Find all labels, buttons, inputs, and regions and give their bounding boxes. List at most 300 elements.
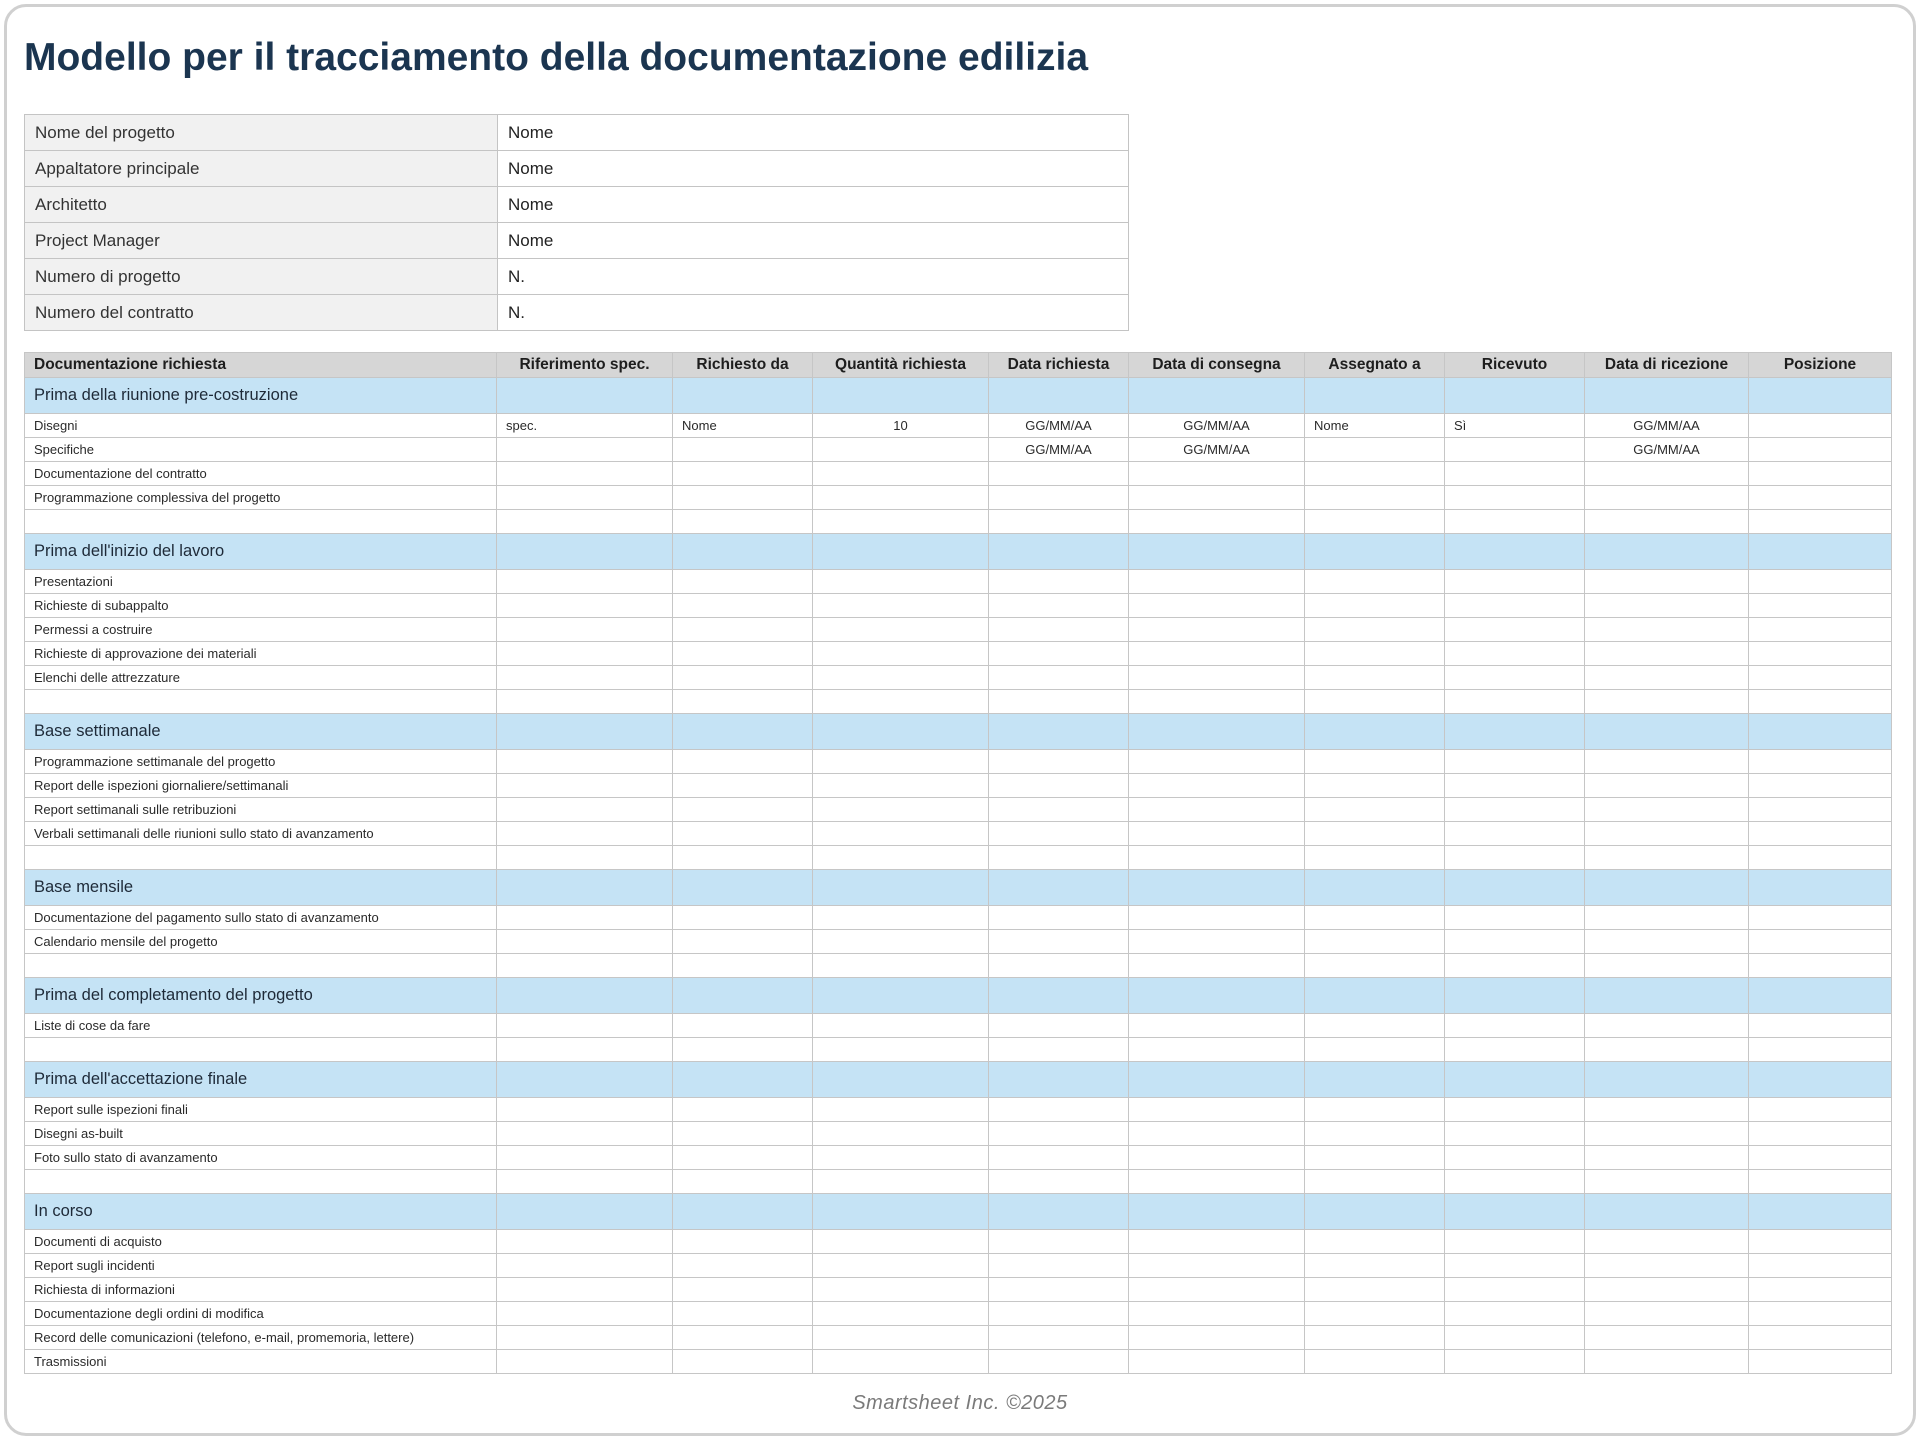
data-cell[interactable]: [1445, 462, 1585, 486]
document-name-cell[interactable]: Trasmissioni: [25, 1350, 497, 1374]
data-cell[interactable]: [1305, 486, 1445, 510]
data-cell[interactable]: [497, 774, 673, 798]
data-cell[interactable]: [1585, 642, 1749, 666]
data-cell[interactable]: Nome: [1305, 414, 1445, 438]
data-cell[interactable]: [1749, 750, 1892, 774]
document-name-cell[interactable]: Foto sullo stato di avanzamento: [25, 1146, 497, 1170]
data-cell[interactable]: [1749, 1302, 1892, 1326]
empty-cell[interactable]: [1305, 1038, 1445, 1062]
data-cell[interactable]: [1445, 438, 1585, 462]
data-cell[interactable]: [1305, 642, 1445, 666]
empty-cell[interactable]: [673, 690, 813, 714]
data-cell[interactable]: [1305, 1230, 1445, 1254]
data-cell[interactable]: [1305, 774, 1445, 798]
data-cell[interactable]: [1129, 1122, 1305, 1146]
empty-cell[interactable]: [1305, 1170, 1445, 1194]
data-cell[interactable]: [1305, 1098, 1445, 1122]
data-cell[interactable]: [989, 906, 1129, 930]
data-cell[interactable]: [1749, 414, 1892, 438]
empty-cell[interactable]: [673, 1038, 813, 1062]
empty-cell[interactable]: [1445, 510, 1585, 534]
data-cell[interactable]: [813, 1230, 989, 1254]
data-cell[interactable]: [1445, 570, 1585, 594]
empty-cell[interactable]: [1585, 690, 1749, 714]
data-cell[interactable]: [1445, 930, 1585, 954]
empty-cell[interactable]: [1749, 1038, 1892, 1062]
data-cell[interactable]: [1585, 1254, 1749, 1278]
data-cell[interactable]: [989, 774, 1129, 798]
data-cell[interactable]: [1585, 594, 1749, 618]
document-name-cell[interactable]: Report settimanali sulle retribuzioni: [25, 798, 497, 822]
data-cell[interactable]: [813, 822, 989, 846]
data-cell[interactable]: Sì: [1445, 414, 1585, 438]
data-cell[interactable]: [1585, 486, 1749, 510]
document-name-cell[interactable]: Calendario mensile del progetto: [25, 930, 497, 954]
data-cell[interactable]: [673, 1122, 813, 1146]
data-cell[interactable]: [813, 1350, 989, 1374]
data-cell[interactable]: [497, 1326, 673, 1350]
data-cell[interactable]: [1585, 1098, 1749, 1122]
data-cell[interactable]: [673, 642, 813, 666]
empty-cell[interactable]: [1305, 690, 1445, 714]
empty-cell[interactable]: [1749, 690, 1892, 714]
data-cell[interactable]: [1445, 1146, 1585, 1170]
empty-cell[interactable]: [989, 510, 1129, 534]
data-cell[interactable]: [673, 822, 813, 846]
document-name-cell[interactable]: Disegni: [25, 414, 497, 438]
empty-cell[interactable]: [813, 954, 989, 978]
data-cell[interactable]: [989, 1146, 1129, 1170]
data-cell[interactable]: [1585, 1146, 1749, 1170]
data-cell[interactable]: [1749, 666, 1892, 690]
empty-cell[interactable]: [1129, 954, 1305, 978]
data-cell[interactable]: [989, 1014, 1129, 1038]
document-name-cell[interactable]: Documentazione del contratto: [25, 462, 497, 486]
data-cell[interactable]: [673, 1326, 813, 1350]
data-cell[interactable]: [1305, 906, 1445, 930]
data-cell[interactable]: [497, 666, 673, 690]
data-cell[interactable]: [673, 618, 813, 642]
data-cell[interactable]: [989, 1326, 1129, 1350]
empty-cell[interactable]: [1305, 510, 1445, 534]
empty-cell[interactable]: [1585, 846, 1749, 870]
empty-cell[interactable]: [1585, 1170, 1749, 1194]
data-cell[interactable]: [673, 930, 813, 954]
data-cell[interactable]: [1749, 594, 1892, 618]
document-name-cell[interactable]: Richieste di approvazione dei materiali: [25, 642, 497, 666]
data-cell[interactable]: [673, 462, 813, 486]
data-cell[interactable]: [813, 618, 989, 642]
data-cell[interactable]: [1305, 594, 1445, 618]
data-cell[interactable]: [1305, 1278, 1445, 1302]
document-name-cell[interactable]: Report delle ispezioni giornaliere/settimanali: [25, 774, 497, 798]
data-cell[interactable]: [673, 1014, 813, 1038]
empty-cell[interactable]: [1585, 510, 1749, 534]
data-cell[interactable]: [1749, 1350, 1892, 1374]
data-cell[interactable]: [813, 594, 989, 618]
data-cell[interactable]: [497, 750, 673, 774]
data-cell[interactable]: [813, 1278, 989, 1302]
empty-cell[interactable]: [989, 1038, 1129, 1062]
data-cell[interactable]: [813, 1302, 989, 1326]
data-cell[interactable]: [1749, 1146, 1892, 1170]
empty-cell[interactable]: [813, 1038, 989, 1062]
data-cell[interactable]: [497, 570, 673, 594]
project-info-value[interactable]: Nome: [498, 115, 1129, 151]
data-cell[interactable]: [1305, 750, 1445, 774]
data-cell[interactable]: [1445, 1326, 1585, 1350]
data-cell[interactable]: [673, 1254, 813, 1278]
data-cell[interactable]: [1749, 618, 1892, 642]
empty-cell[interactable]: [673, 846, 813, 870]
data-cell[interactable]: [813, 774, 989, 798]
data-cell[interactable]: [1305, 1122, 1445, 1146]
document-name-cell[interactable]: Documentazione del pagamento sullo stato di avanzamento: [25, 906, 497, 930]
empty-cell[interactable]: [497, 510, 673, 534]
data-cell[interactable]: [813, 1122, 989, 1146]
empty-cell[interactable]: [673, 1170, 813, 1194]
empty-cell[interactable]: [673, 510, 813, 534]
data-cell[interactable]: [1749, 1230, 1892, 1254]
data-cell[interactable]: Nome: [673, 414, 813, 438]
data-cell[interactable]: [1445, 1254, 1585, 1278]
empty-cell[interactable]: [1749, 1170, 1892, 1194]
data-cell[interactable]: [989, 618, 1129, 642]
data-cell[interactable]: [673, 1230, 813, 1254]
data-cell[interactable]: spec.: [497, 414, 673, 438]
data-cell[interactable]: GG/MM/AA: [1585, 414, 1749, 438]
data-cell[interactable]: [1129, 1230, 1305, 1254]
empty-cell[interactable]: [497, 690, 673, 714]
data-cell[interactable]: [1129, 1278, 1305, 1302]
data-cell[interactable]: [497, 462, 673, 486]
data-cell[interactable]: [1585, 666, 1749, 690]
data-cell[interactable]: [989, 1302, 1129, 1326]
data-cell[interactable]: [813, 930, 989, 954]
data-cell[interactable]: [813, 570, 989, 594]
data-cell[interactable]: [1749, 906, 1892, 930]
data-cell[interactable]: [497, 1122, 673, 1146]
data-cell[interactable]: [1585, 822, 1749, 846]
data-cell[interactable]: [1129, 666, 1305, 690]
data-cell[interactable]: [1129, 618, 1305, 642]
data-cell[interactable]: [1445, 486, 1585, 510]
empty-cell[interactable]: [25, 690, 497, 714]
empty-cell[interactable]: [1305, 846, 1445, 870]
data-cell[interactable]: [813, 1146, 989, 1170]
data-cell[interactable]: [989, 462, 1129, 486]
data-cell[interactable]: GG/MM/AA: [989, 414, 1129, 438]
data-cell[interactable]: [497, 1254, 673, 1278]
data-cell[interactable]: GG/MM/AA: [1585, 438, 1749, 462]
data-cell[interactable]: [497, 438, 673, 462]
data-cell[interactable]: [1585, 1122, 1749, 1146]
data-cell[interactable]: [989, 798, 1129, 822]
data-cell[interactable]: [1749, 798, 1892, 822]
empty-cell[interactable]: [497, 1038, 673, 1062]
data-cell[interactable]: [1129, 1146, 1305, 1170]
data-cell[interactable]: [989, 1098, 1129, 1122]
data-cell[interactable]: [1129, 1326, 1305, 1350]
data-cell[interactable]: [1445, 1302, 1585, 1326]
data-cell[interactable]: [497, 594, 673, 618]
empty-cell[interactable]: [497, 954, 673, 978]
data-cell[interactable]: [1585, 750, 1749, 774]
data-cell[interactable]: [1305, 570, 1445, 594]
data-cell[interactable]: [1445, 750, 1585, 774]
data-cell[interactable]: [497, 930, 673, 954]
data-cell[interactable]: [1129, 1098, 1305, 1122]
data-cell[interactable]: [1305, 822, 1445, 846]
empty-cell[interactable]: [25, 954, 497, 978]
data-cell[interactable]: [1749, 486, 1892, 510]
data-cell[interactable]: [1129, 462, 1305, 486]
empty-cell[interactable]: [989, 846, 1129, 870]
data-cell[interactable]: [813, 1326, 989, 1350]
document-name-cell[interactable]: Record delle comunicazioni (telefono, e-mail, promemoria, lettere): [25, 1326, 497, 1350]
data-cell[interactable]: [1305, 1302, 1445, 1326]
data-cell[interactable]: [497, 1014, 673, 1038]
data-cell[interactable]: 10: [813, 414, 989, 438]
data-cell[interactable]: [1585, 774, 1749, 798]
project-info-value[interactable]: N.: [498, 295, 1129, 331]
data-cell[interactable]: [673, 1278, 813, 1302]
document-name-cell[interactable]: Documentazione degli ordini di modifica: [25, 1302, 497, 1326]
data-cell[interactable]: [989, 642, 1129, 666]
empty-cell[interactable]: [1305, 954, 1445, 978]
data-cell[interactable]: [1445, 666, 1585, 690]
data-cell[interactable]: [1749, 1098, 1892, 1122]
data-cell[interactable]: GG/MM/AA: [1129, 438, 1305, 462]
data-cell[interactable]: [1445, 798, 1585, 822]
document-name-cell[interactable]: Documenti di acquisto: [25, 1230, 497, 1254]
empty-cell[interactable]: [1129, 510, 1305, 534]
empty-cell[interactable]: [1749, 510, 1892, 534]
data-cell[interactable]: [1585, 906, 1749, 930]
data-cell[interactable]: [989, 1278, 1129, 1302]
data-cell[interactable]: [1305, 798, 1445, 822]
data-cell[interactable]: [673, 1146, 813, 1170]
data-cell[interactable]: [1585, 930, 1749, 954]
data-cell[interactable]: [1129, 1254, 1305, 1278]
data-cell[interactable]: [1445, 594, 1585, 618]
document-name-cell[interactable]: Richiesta di informazioni: [25, 1278, 497, 1302]
data-cell[interactable]: [673, 774, 813, 798]
data-cell[interactable]: [1585, 462, 1749, 486]
data-cell[interactable]: [1585, 798, 1749, 822]
data-cell[interactable]: [673, 1350, 813, 1374]
empty-cell[interactable]: [673, 954, 813, 978]
data-cell[interactable]: [497, 486, 673, 510]
data-cell[interactable]: [989, 486, 1129, 510]
data-cell[interactable]: [1305, 462, 1445, 486]
data-cell[interactable]: [1585, 1302, 1749, 1326]
project-info-value[interactable]: Nome: [498, 187, 1129, 223]
data-cell[interactable]: [1445, 1350, 1585, 1374]
data-cell[interactable]: [497, 798, 673, 822]
data-cell[interactable]: [1445, 822, 1585, 846]
data-cell[interactable]: [1445, 642, 1585, 666]
data-cell[interactable]: [1749, 1014, 1892, 1038]
empty-cell[interactable]: [989, 954, 1129, 978]
empty-cell[interactable]: [813, 1170, 989, 1194]
data-cell[interactable]: [813, 642, 989, 666]
empty-cell[interactable]: [813, 510, 989, 534]
data-cell[interactable]: [989, 822, 1129, 846]
data-cell[interactable]: [1129, 774, 1305, 798]
document-name-cell[interactable]: Permessi a costruire: [25, 618, 497, 642]
data-cell[interactable]: [1749, 930, 1892, 954]
data-cell[interactable]: [1129, 594, 1305, 618]
data-cell[interactable]: [497, 1278, 673, 1302]
data-cell[interactable]: [1445, 1122, 1585, 1146]
data-cell[interactable]: [1445, 906, 1585, 930]
empty-cell[interactable]: [1445, 954, 1585, 978]
data-cell[interactable]: [989, 1122, 1129, 1146]
data-cell[interactable]: [497, 822, 673, 846]
data-cell[interactable]: [673, 666, 813, 690]
document-name-cell[interactable]: Report sugli incidenti: [25, 1254, 497, 1278]
empty-cell[interactable]: [25, 510, 497, 534]
data-cell[interactable]: [673, 594, 813, 618]
data-cell[interactable]: [1585, 570, 1749, 594]
data-cell[interactable]: [989, 1230, 1129, 1254]
data-cell[interactable]: [1749, 1326, 1892, 1350]
data-cell[interactable]: [1305, 618, 1445, 642]
data-cell[interactable]: [673, 438, 813, 462]
data-cell[interactable]: [1749, 462, 1892, 486]
project-info-value[interactable]: Nome: [498, 151, 1129, 187]
data-cell[interactable]: GG/MM/AA: [1129, 414, 1305, 438]
data-cell[interactable]: [989, 1254, 1129, 1278]
data-cell[interactable]: [1585, 618, 1749, 642]
data-cell[interactable]: [673, 906, 813, 930]
data-cell[interactable]: [1129, 822, 1305, 846]
data-cell[interactable]: [1129, 750, 1305, 774]
data-cell[interactable]: [1749, 1278, 1892, 1302]
data-cell[interactable]: [673, 1098, 813, 1122]
data-cell[interactable]: [1445, 618, 1585, 642]
data-cell[interactable]: [1585, 1014, 1749, 1038]
document-name-cell[interactable]: Report sulle ispezioni finali: [25, 1098, 497, 1122]
data-cell[interactable]: [497, 1146, 673, 1170]
data-cell[interactable]: [1129, 570, 1305, 594]
data-cell[interactable]: [1129, 798, 1305, 822]
data-cell[interactable]: [1585, 1326, 1749, 1350]
empty-cell[interactable]: [25, 846, 497, 870]
empty-cell[interactable]: [1749, 954, 1892, 978]
empty-cell[interactable]: [497, 1170, 673, 1194]
data-cell[interactable]: [989, 570, 1129, 594]
empty-cell[interactable]: [1445, 1170, 1585, 1194]
document-name-cell[interactable]: Disegni as-built: [25, 1122, 497, 1146]
data-cell[interactable]: [1305, 1014, 1445, 1038]
empty-cell[interactable]: [1129, 846, 1305, 870]
data-cell[interactable]: [989, 666, 1129, 690]
data-cell[interactable]: [1585, 1350, 1749, 1374]
data-cell[interactable]: [1305, 930, 1445, 954]
document-name-cell[interactable]: Verbali settimanali delle riunioni sullo stato di avanzamento: [25, 822, 497, 846]
empty-cell[interactable]: [1445, 846, 1585, 870]
data-cell[interactable]: [497, 906, 673, 930]
document-name-cell[interactable]: Richieste di subappalto: [25, 594, 497, 618]
data-cell[interactable]: [1305, 1254, 1445, 1278]
project-info-value[interactable]: Nome: [498, 223, 1129, 259]
data-cell[interactable]: [813, 486, 989, 510]
data-cell[interactable]: [1749, 570, 1892, 594]
document-name-cell[interactable]: Programmazione settimanale del progetto: [25, 750, 497, 774]
empty-cell[interactable]: [813, 690, 989, 714]
data-cell[interactable]: [1305, 438, 1445, 462]
data-cell[interactable]: [1749, 1122, 1892, 1146]
data-cell[interactable]: [813, 1254, 989, 1278]
data-cell[interactable]: [813, 750, 989, 774]
data-cell[interactable]: [1445, 1278, 1585, 1302]
empty-cell[interactable]: [1445, 690, 1585, 714]
data-cell[interactable]: [673, 486, 813, 510]
data-cell[interactable]: [497, 1350, 673, 1374]
data-cell[interactable]: [1129, 930, 1305, 954]
data-cell[interactable]: [813, 462, 989, 486]
data-cell[interactable]: [1445, 1014, 1585, 1038]
empty-cell[interactable]: [497, 846, 673, 870]
data-cell[interactable]: [989, 1350, 1129, 1374]
data-cell[interactable]: [989, 594, 1129, 618]
data-cell[interactable]: [1445, 774, 1585, 798]
data-cell[interactable]: [813, 1014, 989, 1038]
data-cell[interactable]: [1129, 642, 1305, 666]
data-cell[interactable]: [1749, 822, 1892, 846]
document-name-cell[interactable]: Liste di cose da fare: [25, 1014, 497, 1038]
data-cell[interactable]: [813, 438, 989, 462]
empty-cell[interactable]: [1585, 954, 1749, 978]
data-cell[interactable]: [813, 666, 989, 690]
data-cell[interactable]: [1129, 1350, 1305, 1374]
empty-cell[interactable]: [813, 846, 989, 870]
data-cell[interactable]: [1749, 642, 1892, 666]
document-name-cell[interactable]: Specifiche: [25, 438, 497, 462]
data-cell[interactable]: [673, 570, 813, 594]
data-cell[interactable]: [673, 1302, 813, 1326]
data-cell[interactable]: [1129, 1014, 1305, 1038]
data-cell[interactable]: [497, 618, 673, 642]
data-cell[interactable]: [1445, 1098, 1585, 1122]
data-cell[interactable]: [1445, 1230, 1585, 1254]
data-cell[interactable]: [497, 1302, 673, 1326]
data-cell[interactable]: [497, 642, 673, 666]
empty-cell[interactable]: [1445, 1038, 1585, 1062]
data-cell[interactable]: [673, 798, 813, 822]
data-cell[interactable]: [989, 930, 1129, 954]
data-cell[interactable]: [497, 1098, 673, 1122]
data-cell[interactable]: [1585, 1230, 1749, 1254]
data-cell[interactable]: [1749, 438, 1892, 462]
document-name-cell[interactable]: Presentazioni: [25, 570, 497, 594]
empty-cell[interactable]: [1129, 690, 1305, 714]
data-cell[interactable]: [1305, 1350, 1445, 1374]
empty-cell[interactable]: [1585, 1038, 1749, 1062]
empty-cell[interactable]: [25, 1170, 497, 1194]
empty-cell[interactable]: [1749, 846, 1892, 870]
data-cell[interactable]: [673, 750, 813, 774]
data-cell[interactable]: [1129, 906, 1305, 930]
data-cell[interactable]: [813, 906, 989, 930]
empty-cell[interactable]: [1129, 1170, 1305, 1194]
data-cell[interactable]: [989, 750, 1129, 774]
data-cell[interactable]: [1129, 486, 1305, 510]
data-cell[interactable]: [1305, 666, 1445, 690]
data-cell[interactable]: [1129, 1302, 1305, 1326]
